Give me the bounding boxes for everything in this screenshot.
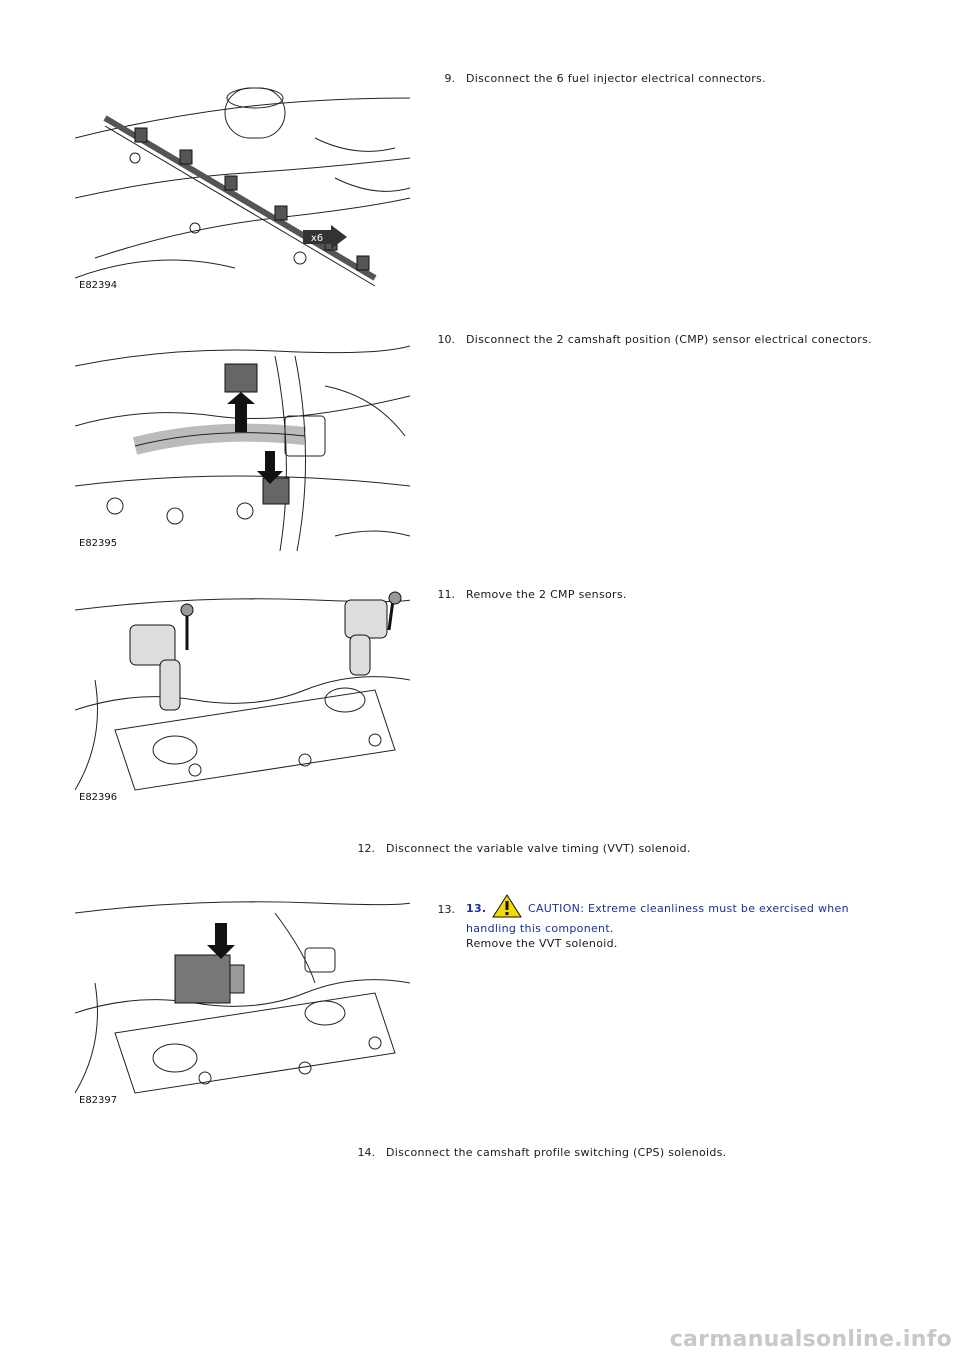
step-number: 12. <box>357 842 375 855</box>
figure-id: E82397 <box>79 1095 118 1106</box>
engine-illustration <box>75 78 410 293</box>
step-number: 14. <box>357 1146 375 1159</box>
step-text: Remove the 2 CMP sensors. <box>466 588 627 601</box>
caution-step-number: 13. <box>466 902 487 915</box>
watermark: carmanualsonline.info <box>669 1327 952 1352</box>
step-number: 13. <box>437 903 455 916</box>
engine-illustration <box>75 336 410 551</box>
figure-id: E82394 <box>79 280 118 291</box>
step-number: 9. <box>444 72 455 85</box>
engine-illustration <box>75 893 410 1108</box>
engine-illustration <box>75 590 410 805</box>
step-number: 11. <box>437 588 455 601</box>
figure-id: E82395 <box>79 538 118 549</box>
figure-cmp-connectors <box>75 336 410 551</box>
warning-triangle-icon <box>492 894 522 922</box>
caution-text: CAUTION: Extreme cleanliness must be exercised when handling this component. <box>466 902 849 935</box>
step-text: Remove the VVT solenoid. <box>466 937 618 950</box>
step-text: Disconnect the variable valve timing (VVT) solenoid. <box>386 842 691 855</box>
down-arrow <box>207 923 235 959</box>
step-text: Disconnect the camshaft profile switching (CPS) solenoids. <box>386 1146 727 1159</box>
figure-id: E82396 <box>79 792 118 803</box>
callout-count: x6 <box>310 233 324 244</box>
figure-cmp-sensors <box>75 590 410 805</box>
step-number: 10. <box>437 333 455 346</box>
figure-vvt-solenoid <box>75 893 410 1108</box>
step-text: Disconnect the 2 camshaft position (CMP) sensor electrical conectors. <box>466 333 872 346</box>
figure-fuel-injector-connectors <box>75 78 410 293</box>
caution-block <box>466 894 866 936</box>
step-text: Disconnect the 6 fuel injector electrical connectors. <box>466 72 766 85</box>
